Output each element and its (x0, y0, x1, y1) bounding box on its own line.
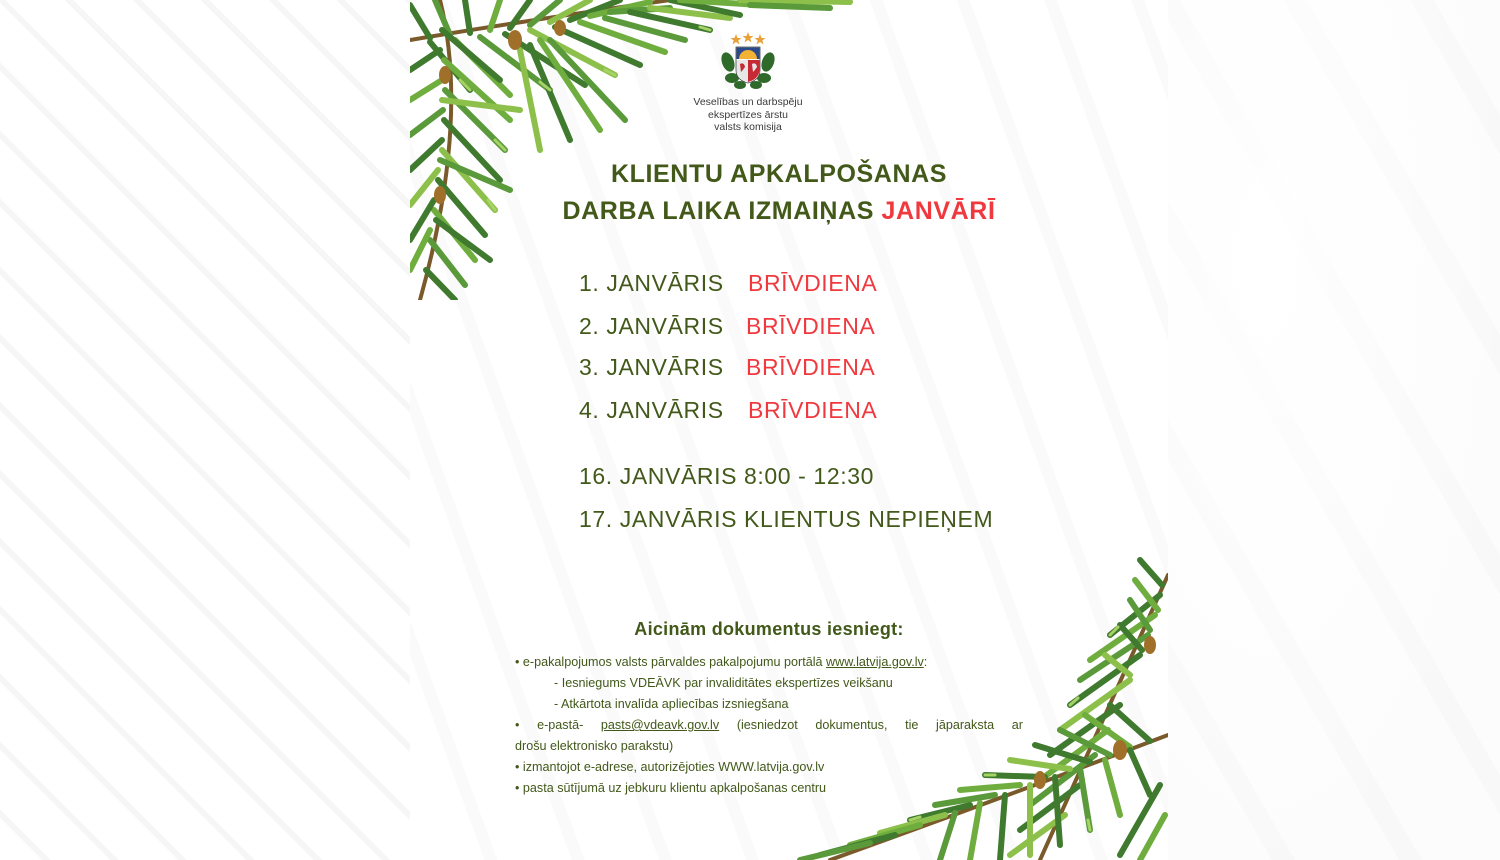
page-title (410, 156, 1148, 230)
schedule-special-row: 16. JANVĀRIS 8:00 - 12:30 (579, 463, 874, 489)
list-item-text: pasta sūtījumā uz jebkuru klientu apkalpošanas centru (519, 781, 827, 795)
schedule-status: BRĪVDIENA (748, 270, 878, 296)
list-item (515, 652, 1023, 673)
bullet: • (515, 760, 520, 774)
latvija-portal-link[interactable]: www.latvija.gov.lv (826, 655, 924, 669)
schedule-date: 4. JANVĀRIS (579, 397, 724, 423)
org-name-line-1: Veselības un darbspēju (693, 96, 803, 108)
background-right-panel (1168, 0, 1500, 860)
dash: - (554, 697, 561, 711)
bullet: • (515, 655, 520, 669)
list-subitem-text: Atkārtota invalīda apliecības izsniegšana (561, 697, 789, 711)
list-item-text: (iesniedzot dokumentus, tie jāparaksta ar (719, 718, 1023, 732)
bullet: • (515, 718, 520, 732)
organization-name (680, 96, 816, 134)
list-subitem (515, 673, 1023, 694)
list-item-text: e-pastā- (519, 718, 601, 732)
list-item-text: : (923, 655, 928, 669)
schedule-special-row: 17. JANVĀRIS KLIENTUS NEPIEŅEM (579, 506, 994, 532)
email-link[interactable]: pasts@vdeavk.gov.lv (600, 718, 720, 732)
org-name-line-2: ekspertīzes ārstu (708, 108, 788, 121)
list-subitem-text: Iesniegums VDEĀVK par invaliditātes ekspertīzes veikšanu (561, 676, 893, 690)
latvia-coat-of-arms-icon (716, 32, 780, 90)
title-line-2-prefix: DARBA LAIKA IZMAIŅAS (562, 197, 874, 225)
list-subitem (515, 694, 1023, 715)
list-item (515, 757, 1023, 778)
schedule-date: 2. JANVĀRIS (579, 313, 724, 339)
title-line-1: KLIENTU APKALPOŠANAS (610, 160, 948, 188)
list-item (515, 715, 1023, 736)
title-month-accent: JANVĀRĪ (881, 197, 996, 225)
schedule-date: 3. JANVĀRIS (579, 354, 724, 380)
schedule-date: 1. JANVĀRIS (579, 270, 724, 296)
list-item-text: izmantojot e-adrese, autorizējoties WWW.latvija.gov.lv (519, 760, 825, 774)
announcement-poster (410, 0, 1168, 860)
schedule-status: BRĪVDIENA (746, 313, 876, 339)
schedule-status: BRĪVDIENA (748, 397, 878, 423)
list-item-text: e-pakalpojumos valsts pārvaldes pakalpojumu portālā (519, 655, 827, 669)
list-item-continuation: drošu elektronisko parakstu) (515, 739, 674, 753)
schedule-status: BRĪVDIENA (746, 354, 876, 380)
org-name-line-3: valsts komisija (714, 121, 782, 133)
bullet: • (515, 781, 520, 795)
organization-logo (680, 32, 816, 134)
documents-submission-list (515, 652, 1023, 799)
documents-heading: Aicinām dokumentus iesniegt: (634, 619, 904, 639)
title-line-2 (410, 193, 1148, 230)
list-item (515, 778, 1023, 799)
dash: - (554, 676, 562, 690)
